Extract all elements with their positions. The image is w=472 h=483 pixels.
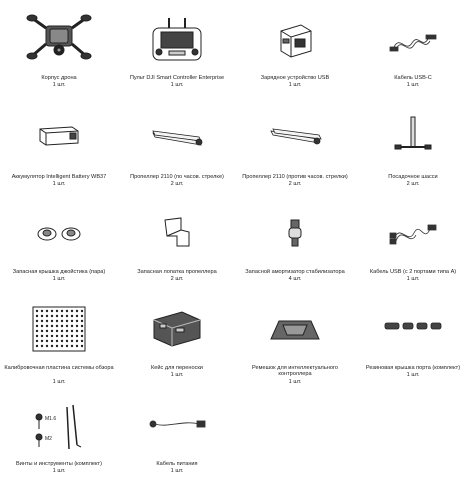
carrying-case-icon xyxy=(118,305,236,353)
calibration-dot xyxy=(36,335,38,337)
calibration-dot xyxy=(61,335,63,337)
item-label: Калибровочная пластина системы обзора xyxy=(4,365,114,371)
item-label: Запасная крышка джойстика (пара) xyxy=(12,269,106,275)
usb-dual-cable-icon xyxy=(354,212,472,252)
calibration-dot xyxy=(66,310,68,312)
joystick-cap-icon xyxy=(0,218,118,248)
item-label: Пропеллер 2110 (против часов. стрелки) xyxy=(242,174,348,180)
calibration-dot xyxy=(61,345,63,347)
calibration-dot xyxy=(51,320,53,322)
calibration-dot xyxy=(51,335,53,337)
item-label: Аккумулятор Intelligent Battery WB37 xyxy=(11,174,107,180)
item-qty: 2 шт. xyxy=(170,276,184,282)
calibration-dot xyxy=(56,315,58,317)
calibration-dot xyxy=(51,345,53,347)
item-label: Резиновая крышка порта (комплект) xyxy=(365,365,461,371)
calibration-dot xyxy=(76,345,78,347)
calibration-dot xyxy=(56,340,58,342)
item-label: Корпус дрона xyxy=(41,75,77,81)
item-screws-tools xyxy=(0,390,118,483)
calibration-dot xyxy=(71,345,73,347)
damper-icon xyxy=(236,216,354,250)
item-label: Пропеллер 2110 (по часов. стрелке) xyxy=(130,174,224,180)
calibration-dot xyxy=(71,340,73,342)
calibration-dot xyxy=(76,335,78,337)
item-label: Винты и инструменты (комплект) xyxy=(16,461,102,467)
calibration-dot xyxy=(81,325,83,327)
calibration-dot xyxy=(46,335,48,337)
screw-label-m16: M1.6 xyxy=(45,416,57,422)
calibration-dot xyxy=(56,345,58,347)
item-qty: 1 шт. xyxy=(288,82,302,88)
calibration-dot xyxy=(81,330,83,332)
calibration-dot xyxy=(56,320,58,322)
calibration-dot xyxy=(36,325,38,327)
item-qty: 1 шт. xyxy=(52,276,66,282)
calibration-dot xyxy=(66,325,68,327)
item-label: Кабель USB-C xyxy=(394,75,432,81)
item-controller-strap xyxy=(236,295,354,390)
usb-charger-icon xyxy=(236,16,354,64)
propeller-ccw-icon xyxy=(236,120,354,156)
calibration-dot xyxy=(36,310,38,312)
calibration-dot xyxy=(61,310,63,312)
item-landing-gear xyxy=(354,100,472,200)
screw-label-m2: M2 xyxy=(45,436,52,442)
item-propeller-cw xyxy=(118,100,236,200)
item-label: Зарядное устройство USB xyxy=(260,75,330,81)
item-usb-charger xyxy=(236,0,354,100)
calibration-dot xyxy=(41,340,43,342)
item-qty: 4 шт. xyxy=(288,276,302,282)
calibration-dot xyxy=(41,345,43,347)
item-battery xyxy=(0,100,118,200)
calibration-dot xyxy=(61,330,63,332)
battery-icon xyxy=(0,116,118,156)
remote-controller-icon xyxy=(118,14,236,66)
calibration-dot xyxy=(36,340,38,342)
item-label: Кабель USB (с 2 портами типа A) xyxy=(369,269,457,275)
item-qty: 1 шт. xyxy=(52,82,66,88)
controller-strap-icon xyxy=(236,309,354,349)
item-label: Кабель питания xyxy=(156,461,198,467)
calibration-dot xyxy=(81,340,83,342)
item-qty: 1 шт. xyxy=(170,372,184,378)
calibration-dot xyxy=(36,345,38,347)
calibration-dot xyxy=(51,340,53,342)
item-label: Запасная лопатка пропеллера xyxy=(137,269,217,275)
item-label: Посадочное шасси xyxy=(388,174,438,180)
propeller-cw-icon xyxy=(118,120,236,156)
calibration-dot xyxy=(71,335,73,337)
calibration-dot xyxy=(66,345,68,347)
calibration-dot xyxy=(76,315,78,317)
item-rubber-port-cover xyxy=(354,295,472,390)
calibration-dot xyxy=(71,330,73,332)
item-label: Пульт DJI Smart Controller Enterprise xyxy=(129,75,225,81)
calibration-dot xyxy=(46,315,48,317)
item-qty: 1 шт. xyxy=(406,82,420,88)
calibration-dot xyxy=(41,310,43,312)
calibration-dot xyxy=(76,340,78,342)
item-qty: 1 шт. xyxy=(52,468,66,474)
item-qty: 1 шт. xyxy=(406,276,420,282)
calibration-dot xyxy=(66,330,68,332)
item-qty: 2 шт. xyxy=(288,181,302,187)
calibration-dot xyxy=(51,330,53,332)
item-propeller-blade xyxy=(118,200,236,295)
calibration-dot xyxy=(81,345,83,347)
calibration-dot xyxy=(61,315,63,317)
item-calibration-plate xyxy=(0,295,118,390)
item-label: Запасной амортизатор стабилизатора xyxy=(245,269,345,275)
calibration-dot xyxy=(41,325,43,327)
item-carrying-case xyxy=(118,295,236,390)
item-usb-dual-cable xyxy=(354,200,472,295)
item-power-cable xyxy=(118,390,236,483)
calibration-dot xyxy=(81,320,83,322)
item-qty: 1 шт. xyxy=(406,372,420,378)
calibration-dot xyxy=(56,310,58,312)
calibration-dot xyxy=(71,320,73,322)
landing-gear-icon xyxy=(354,114,472,156)
item-qty: 2 шт. xyxy=(406,181,420,187)
calibration-dot xyxy=(81,335,83,337)
calibration-dot xyxy=(46,310,48,312)
calibration-dot xyxy=(46,320,48,322)
calibration-dot xyxy=(71,315,73,317)
calibration-dot xyxy=(66,340,68,342)
calibration-dot xyxy=(36,320,38,322)
calibration-dot xyxy=(76,320,78,322)
item-qty: 1 шт. xyxy=(52,181,66,187)
calibration-dot xyxy=(36,315,38,317)
calibration-dot xyxy=(66,315,68,317)
calibration-dot xyxy=(76,310,78,312)
screws-tools-icon xyxy=(0,402,118,452)
item-remote-controller xyxy=(118,0,236,100)
calibration-dot xyxy=(46,345,48,347)
item-label: Ремешок для интеллектуального контроллера xyxy=(252,365,338,378)
calibration-dot xyxy=(56,325,58,327)
calibration-dot xyxy=(66,335,68,337)
calibration-dot xyxy=(36,330,38,332)
item-qty: 1 шт. xyxy=(170,82,184,88)
calibration-dot xyxy=(46,340,48,342)
calibration-dot xyxy=(71,310,73,312)
calibration-dot xyxy=(61,320,63,322)
item-propeller-ccw xyxy=(236,100,354,200)
propeller-blade-icon xyxy=(118,212,236,252)
calibration-dot xyxy=(41,330,43,332)
calibration-dot xyxy=(51,310,53,312)
item-joystick-caps xyxy=(0,200,118,295)
calibration-dot xyxy=(71,325,73,327)
calibration-dot xyxy=(76,325,78,327)
calibration-dot xyxy=(61,340,63,342)
item-qty: 1 шт. xyxy=(170,468,184,474)
calibration-dot xyxy=(76,330,78,332)
calibration-dot xyxy=(81,315,83,317)
power-cable-icon xyxy=(118,404,236,444)
calibration-dot xyxy=(81,310,83,312)
calibration-dot xyxy=(46,330,48,332)
calibration-dot xyxy=(41,320,43,322)
calibration-dot xyxy=(56,330,58,332)
calibration-dot xyxy=(51,315,53,317)
item-qty: 1 шт. xyxy=(52,379,66,385)
usb-c-cable-icon xyxy=(354,16,472,64)
calibration-plate-icon xyxy=(0,303,118,355)
item-damper xyxy=(236,200,354,295)
calibration-dot xyxy=(61,325,63,327)
item-qty: 1 шт. xyxy=(288,379,302,385)
item-label: Кейс для переноски xyxy=(151,365,203,371)
calibration-dot xyxy=(41,315,43,317)
item-qty: 2 шт. xyxy=(170,181,184,187)
calibration-dot xyxy=(56,335,58,337)
calibration-dot xyxy=(41,335,43,337)
calibration-dot xyxy=(51,325,53,327)
drone-body-icon xyxy=(0,12,118,64)
calibration-dot xyxy=(66,320,68,322)
item-drone-body xyxy=(0,0,118,100)
calibration-dot xyxy=(46,325,48,327)
rubber-port-cover-icon xyxy=(354,315,472,337)
item-usb-c-cable xyxy=(354,0,472,100)
